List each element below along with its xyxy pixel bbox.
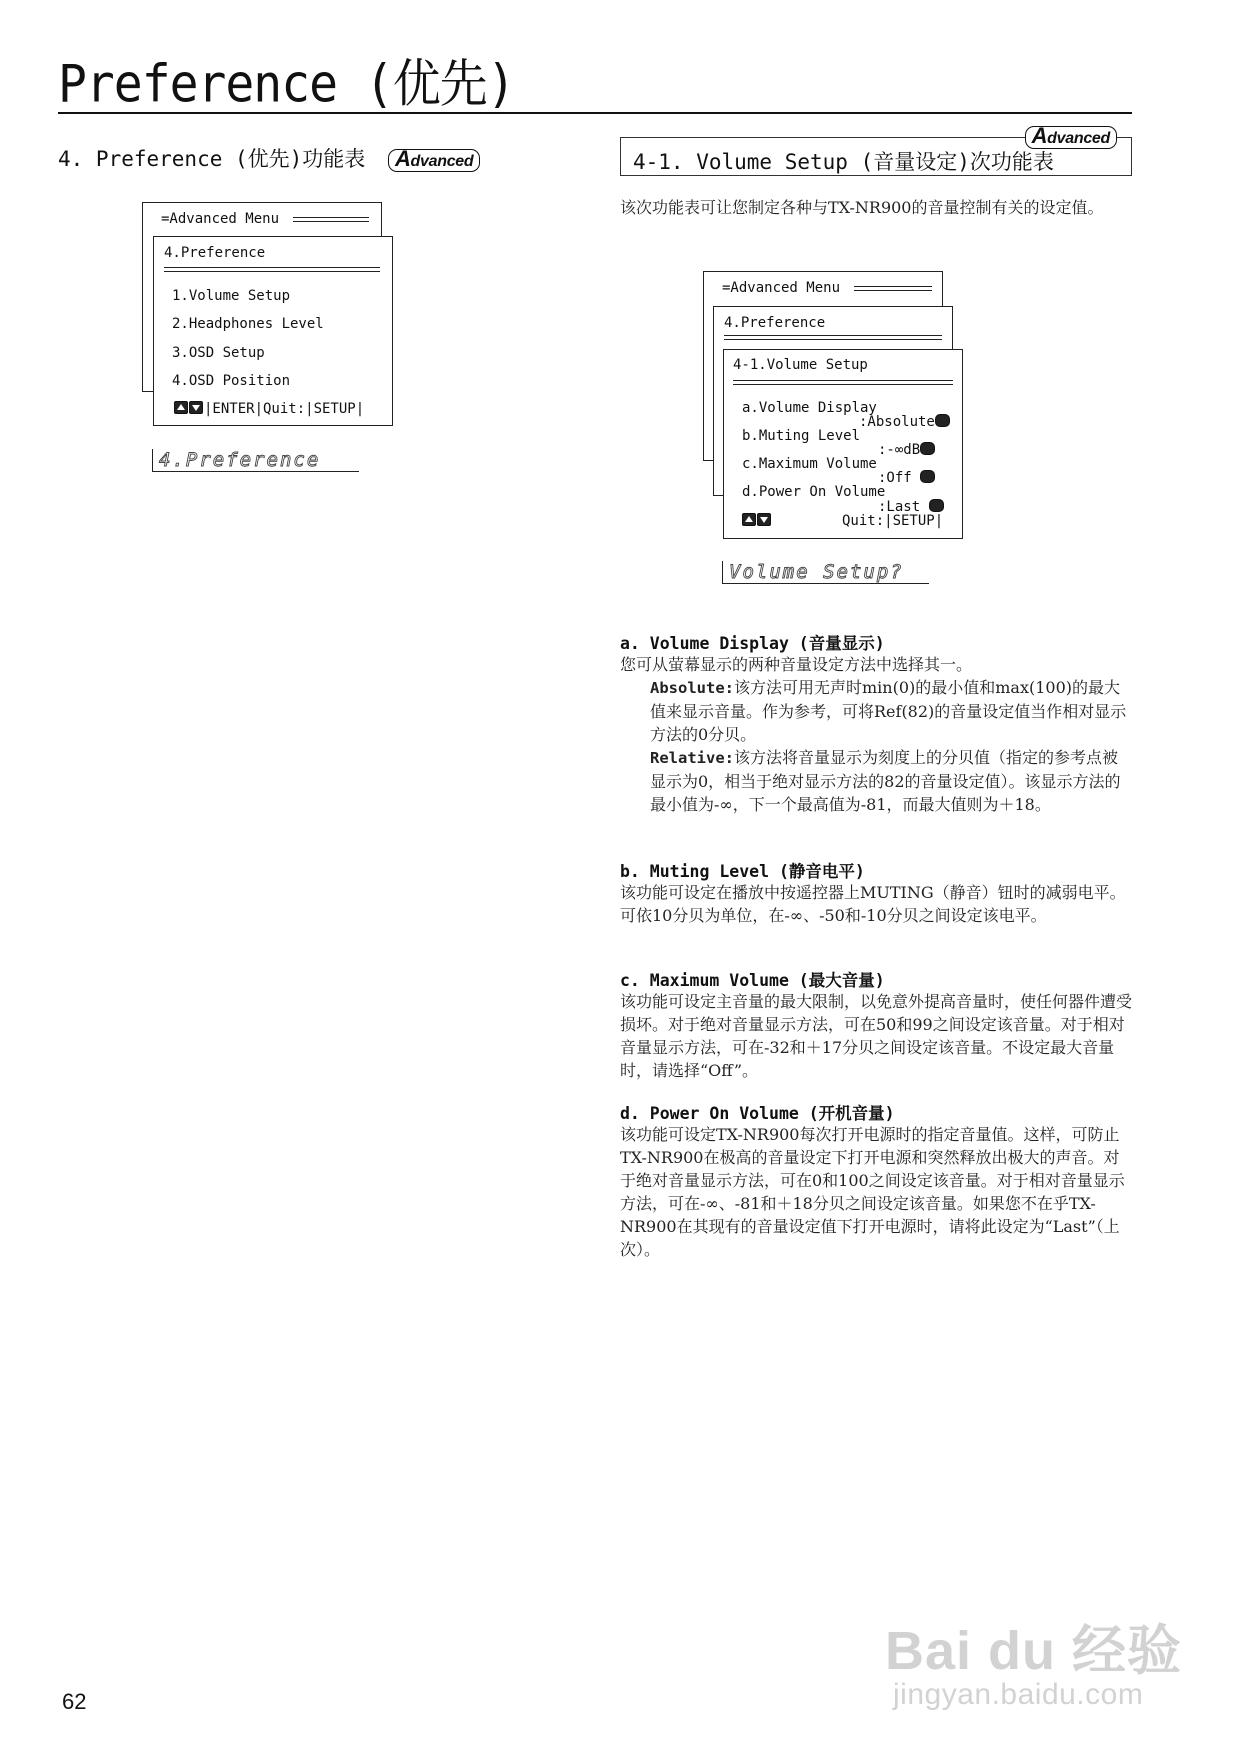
absolute-description: 该方法可用无声时min(0)的最小值和max(100)的最大值来显示音量。作为参考，可将Ref(82)的音量设定值当作相对显示方法的0分贝。 — [650, 678, 1127, 744]
up-arrow-icon — [174, 401, 188, 414]
advanced-badge: Advanced — [1025, 126, 1117, 149]
volume-display-value[interactable]: :Absolute — [859, 414, 950, 430]
left-right-icon — [920, 442, 935, 455]
absolute-option — [620, 676, 1132, 746]
footer-text: |ENTER|Quit:|SETUP| — [204, 401, 365, 417]
left-right-icon — [929, 499, 944, 512]
volume-setup-heading: 4-1. Volume Setup (音量设定)次功能表 — [633, 150, 1054, 174]
front-panel-display: Volume Setup? — [722, 561, 929, 584]
left-right-icon — [920, 470, 935, 483]
title-rule — [293, 217, 369, 222]
relative-option — [620, 746, 1132, 816]
relative-label: Relative: — [650, 749, 734, 767]
volume-display-heading: a. Volume Display (音量显示) — [620, 634, 885, 653]
menu-item-volume-display[interactable]: a.Volume Display — [742, 400, 877, 416]
down-arrow-icon — [189, 401, 203, 414]
page-title: Preference (优先) — [58, 53, 515, 115]
volume-display-body — [620, 653, 1132, 816]
menu-item-muting-level[interactable]: b.Muting Level — [742, 428, 861, 444]
preference-menu-heading — [58, 143, 480, 173]
maximum-volume-body: 该功能可设定主音量的最大限制，以免意外提高音量时，使任何器件遭受损坏。对于绝对音量显示方法，可在50和99之间设定该音量。对于相对音量显示方法，可在-32和＋17分贝之间设定该音量。不设定最大音量时，请选择“Off”。 — [620, 992, 1133, 1080]
menu-arrows — [742, 513, 772, 529]
title-rule — [164, 267, 380, 272]
menu-item-maximum-volume[interactable]: c.Maximum Volume — [742, 456, 877, 472]
maximum-volume-heading: c. Maximum Volume (最大音量) — [620, 971, 885, 990]
title-rule — [733, 380, 953, 385]
absolute-label: Absolute: — [650, 679, 734, 697]
power-on-volume-heading: d. Power On Volume (开机音量) — [620, 1104, 895, 1123]
title-rule — [854, 286, 932, 291]
volume-setup-panel-title: 4-1.Volume Setup — [733, 357, 868, 373]
muting-level-body: 该功能可设定在播放中按遥控器上MUTING（静音）钮时的减弱电平。可依10分贝为单位，在-∞、-50和-10分贝之间设定该电平。 — [620, 883, 1126, 925]
power-on-volume-body: 该功能可设定TX-NR900每次打开电源时的指定音量值。这样，可防止TX-NR900在极高的音量设定下打开电源和突然释放出极大的声音。对于绝对音量显示方法，可在0和100之间设定该音量。对于相对音量显示方法，可在-∞、-81和＋18分贝之间设定该音量。如果您不在乎TX-NR900在其现有的音量设定值下打开电源时，请将此设定为“Last”（上次）。 — [620, 1125, 1125, 1259]
maximum-volume-value[interactable]: :Off — [878, 470, 935, 486]
preference-panel-title: 4.Preference — [164, 245, 266, 261]
left-right-icon — [935, 414, 950, 427]
menu-footer — [174, 401, 364, 417]
power-on-volume-value[interactable]: :Last — [878, 499, 944, 515]
baidu-watermark — [885, 1608, 1185, 1728]
advanced-menu-title: =Advanced Menu — [722, 280, 841, 296]
menu-item-osd-setup[interactable]: 3.OSD Setup — [172, 345, 265, 361]
title-divider — [58, 112, 1132, 114]
menu-item-power-on-volume[interactable]: d.Power On Volume — [742, 484, 886, 500]
preference-panel-title: 4.Preference — [724, 315, 826, 331]
menu-item-volume-setup[interactable]: 1.Volume Setup — [172, 288, 291, 304]
relative-description: 该方法将音量显示为刻度上的分贝值（指定的参考点被显示为0，相当于绝对显示方法的82的音量设定值）。该显示方法的最小值为-∞，下一个最高值为-81，而最大值则为＋18。 — [650, 748, 1121, 814]
muting-level-value[interactable]: :-∞dB — [878, 442, 935, 458]
menu-item-osd-position[interactable]: 4.OSD Position — [172, 373, 291, 389]
advanced-badge: Advanced — [388, 149, 480, 172]
volume-setup-intro: 该次功能表可让您制定各种与TX-NR900的音量控制有关的设定值。 — [620, 198, 1104, 217]
front-panel-display: 4.Preference — [152, 449, 359, 472]
volume-setup-heading-box — [620, 123, 1132, 176]
page-number: 62 — [62, 1689, 87, 1714]
menu-item-headphones-level[interactable]: 2.Headphones Level — [172, 316, 324, 332]
down-arrow-icon — [757, 513, 771, 526]
up-arrow-icon — [742, 513, 756, 526]
heading-text: 4. Preference (优先)功能表 — [58, 147, 366, 171]
volume-display-intro: 您可从萤幕显示的两种音量设定方法中选择其一。 — [620, 655, 973, 674]
preference-panel — [153, 236, 393, 426]
title-rule — [724, 335, 942, 340]
advanced-menu-title: =Advanced Menu — [161, 211, 280, 227]
muting-level-heading: b. Muting Level (静音电平) — [620, 862, 865, 881]
menu-footer: Quit:|SETUP| — [842, 513, 944, 529]
watermark-url: jingyan.baidu.com — [893, 1678, 1144, 1711]
volume-setup-panel — [723, 349, 963, 539]
watermark-logo: Bai du 经验 — [885, 1621, 1183, 1681]
